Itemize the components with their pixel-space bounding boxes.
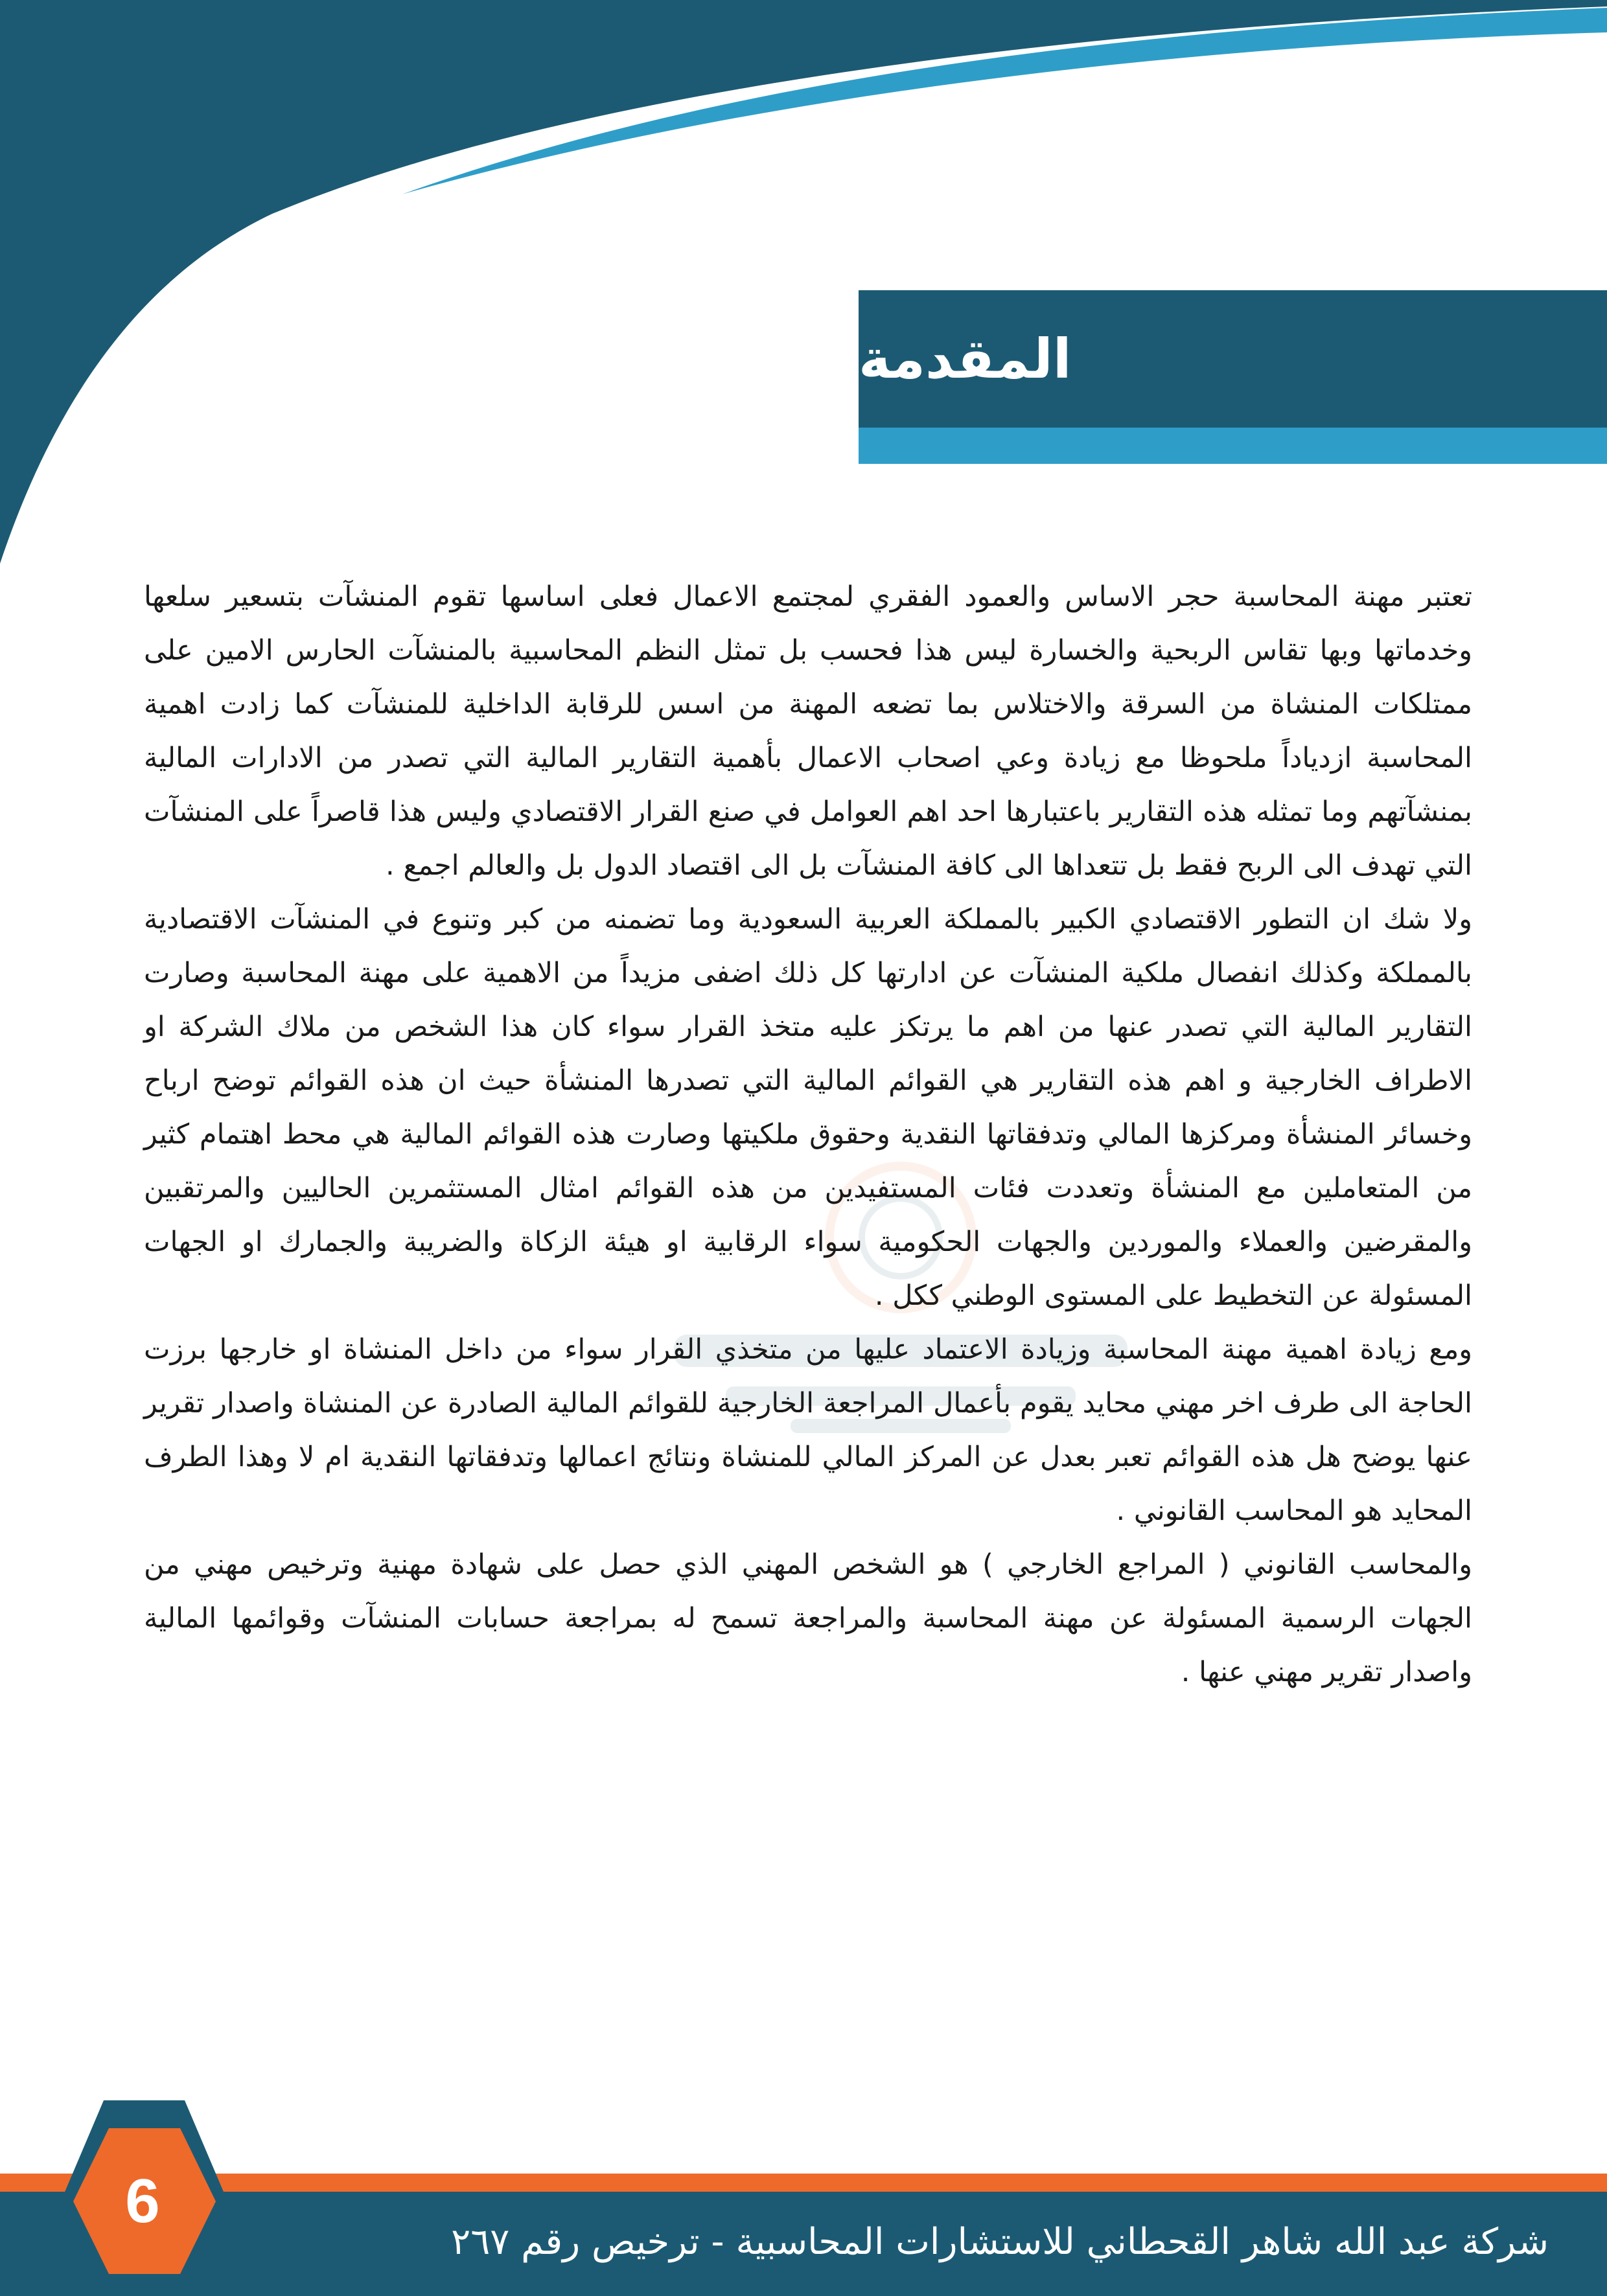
title-banner	[859, 290, 1607, 464]
top-wave-dark	[0, 0, 1607, 564]
paragraph-2: ولا شك ان التطور الاقتصادي الكبير بالمملكة العربية السعودية وما تضمنه من كبر وتنوع في المنشآت الاقتصادية بالمملكة وكذلك انفصال ملكية المنشآت عن ادارتها كل ذلك اضفى مزيداً من الاهمية على مهنة المحاسبة وصارت التقارير المالية التي تصدر عنها من اهم ما يرتكز عليه متخذ القرار سواء كان هذا الشخص من ملاك الشركة او الاطراف الخارجية و اهم هذه التقارير هي القوائم المالية التي تصدرها المنشأة حيث ان هذه القوائم توضح ارباح وخسائر المنشأة ومركزها المالي وتدفقاتها النقدية وحقوق ملكيتها وصارت هذه القوائم المالية هي محط اهتمام كثير من المتعاملين مع المنشأة وتعددت فئات المستفيدين من هذه القوائم امثال المستثمرين الحاليين والمرتقبين والمقرضين والعملاء والموردين والجهات الحكومية سواء الرقابية او هيئة الزكاة والضريبة والجمارك او الجهات المسئولة عن التخطيط على المستوى الوطني ككل .	[144, 903, 1472, 1312]
page-title: المقدمة	[859, 327, 1072, 391]
paragraph-4: والمحاسب القانوني ( المراجع الخارجي ) هو الشخص المهني الذي حصل على شهادة مهنية وترخيص مهني من الجهات الرسمية المسئولة عن مهنة المحاسبة والمراجعة تسمح له بمراجعة حسابات المنشآت وقوائمها المالية واصدار تقرير مهني عنها .	[144, 1548, 1472, 1688]
title-banner-stripe	[859, 428, 1607, 464]
footer-company-text: شركة عبد الله شاهر القحطاني للاستشارات المحاسبية - ترخيص رقم ٢٦٧	[451, 2220, 1549, 2263]
page-number: 6	[125, 2166, 160, 2236]
introduction-body	[144, 570, 1472, 1699]
paragraph-1: تعتبر مهنة المحاسبة حجر الاساس والعمود الفقري لمجتمع الاعمال فعلى اساسها تقوم المنشآت بتسعير سلعها وخدماتها وبها تقاس الربحية والخسارة ليس هذا فحسب بل تمثل النظم المحاسبية بالمنشآت الحارس الامين على ممتلكات المنشاة من السرقة والاختلاس بما تضعه المهنة من اسس للرقابة الداخلية للمنشآت كما زادت اهمية المحاسبة ازدياداً ملحوظا مع زيادة وعي اصحاب الاعمال بأهمية التقارير المالية التي تصدر من الادارات المالية بمنشآتهم وما تمثله هذه التقارير باعتبارها احد اهم العوامل في صنع القرار الاقتصادي وليس هذا قاصراً على المنشآت التي تهدف الى الربح فقط بل تتعداها الى كافة المنشآت بل الى اقتصاد الدول بل والعالم اجمع .	[144, 580, 1472, 882]
footer-orange-bar	[0, 2174, 1607, 2192]
paragraph-3: ومع زيادة اهمية مهنة المحاسبة وزيادة الاعتماد عليها من متخذي القرار سواء من داخل المنشاة او خارجها برزت الحاجة الى طرف اخر مهني محايد يقوم بأعمال المراجعة الخارجية للقوائم المالية الصادرة عن المنشاة واصدار تقرير عنها يوضح هل هذه القوائم تعبر بعدل عن المركز المالي للمنشاة ونتائج اعمالها وتدفقاتها النقدية ام لا وهذا الطرف المحايد هو المحاسب القانوني .	[144, 1333, 1472, 1527]
